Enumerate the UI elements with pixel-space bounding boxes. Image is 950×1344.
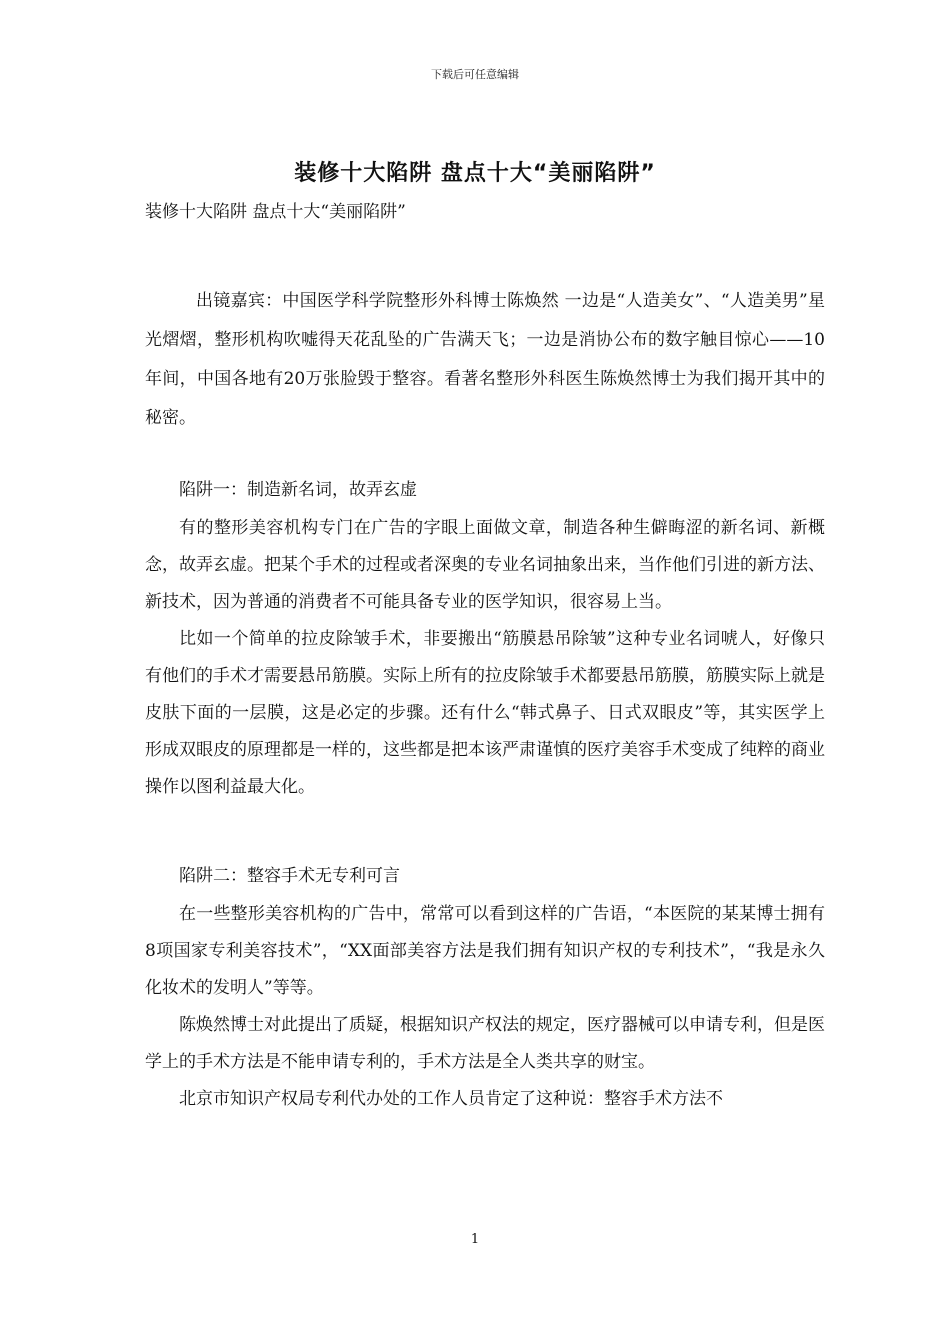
section-2-paragraph: 在一些整形美容机构的广告中，常常可以看到这样的广告语，“本医院的某某博士拥有8项国家专利美容技术”，“XX面部美容方法是我们拥有知识产权的专利技术”，“我是永久化妆术的发明人”等等。	[145, 904, 825, 998]
section-2-paragraph: 陈焕然博士对此提出了质疑，根据知识产权法的规定，医疗器械可以申请专利，但是医学上的手术方法是不能申请专利的，手术方法是全人类共享的财宝。	[145, 1015, 825, 1072]
document-body	[145, 198, 825, 1118]
section-2-paragraph: 北京市知识产权局专利代办处的工作人员肯定了这种说：整容手术方法不	[179, 1089, 723, 1109]
section-1-paragraph: 比如一个简单的拉皮除皱手术，非要搬出“筋膜悬吊除皱”这种专业名词唬人，好像只有他们的手术才需要悬吊筋膜。实际上所有的拉皮除皱手术都要悬吊筋膜，筋膜实际上就是皮肤下面的一层膜，这是必定的步骤。还有什么“韩式鼻子、日式双眼皮”等，其实医学上形成双眼皮的原理都是一样的，这些都是把本该严肃谨慎的医疗美容手术变成了纯粹的商业操作以图利益最大化。	[145, 629, 825, 797]
section-spacer	[145, 806, 825, 862]
page-number: 1	[470, 1232, 480, 1247]
section-1-heading: 陷阱一：制造新名词，故弄玄虚	[179, 480, 417, 500]
intro-paragraph: 出镜嘉宾：中国医学科学院整形外科博士陈焕然 一边是“人造美女”、“人造美男”星光熠熠，整形机构吹嘘得天花乱坠的广告满天飞；一边是消协公布的数字触目惊心——10年间，中国各地有20万张脸毁于整容。看著名整形外科医生陈焕然博士为我们揭开其中的秘密。	[145, 291, 825, 428]
document-title: 装修十大陷阱 盘点十大“美丽陷阱”	[294, 161, 656, 186]
header-note: 下载后可任意编辑	[431, 68, 519, 81]
section-1-paragraph: 有的整形美容机构专门在广告的字眼上面做文章，制造各种生僻晦涩的新名词、新概念，故弄玄虚。把某个手术的过程或者深奥的专业名词抽象出来，当作他们引进的新方法、新技术，因为普通的消费者不可能具备专业的医学知识，很容易上当。	[145, 518, 825, 612]
section-2-heading: 陷阱二：整容手术无专利可言	[179, 866, 400, 886]
document-subtitle: 装修十大陷阱 盘点十大“美丽陷阱”	[145, 202, 406, 222]
